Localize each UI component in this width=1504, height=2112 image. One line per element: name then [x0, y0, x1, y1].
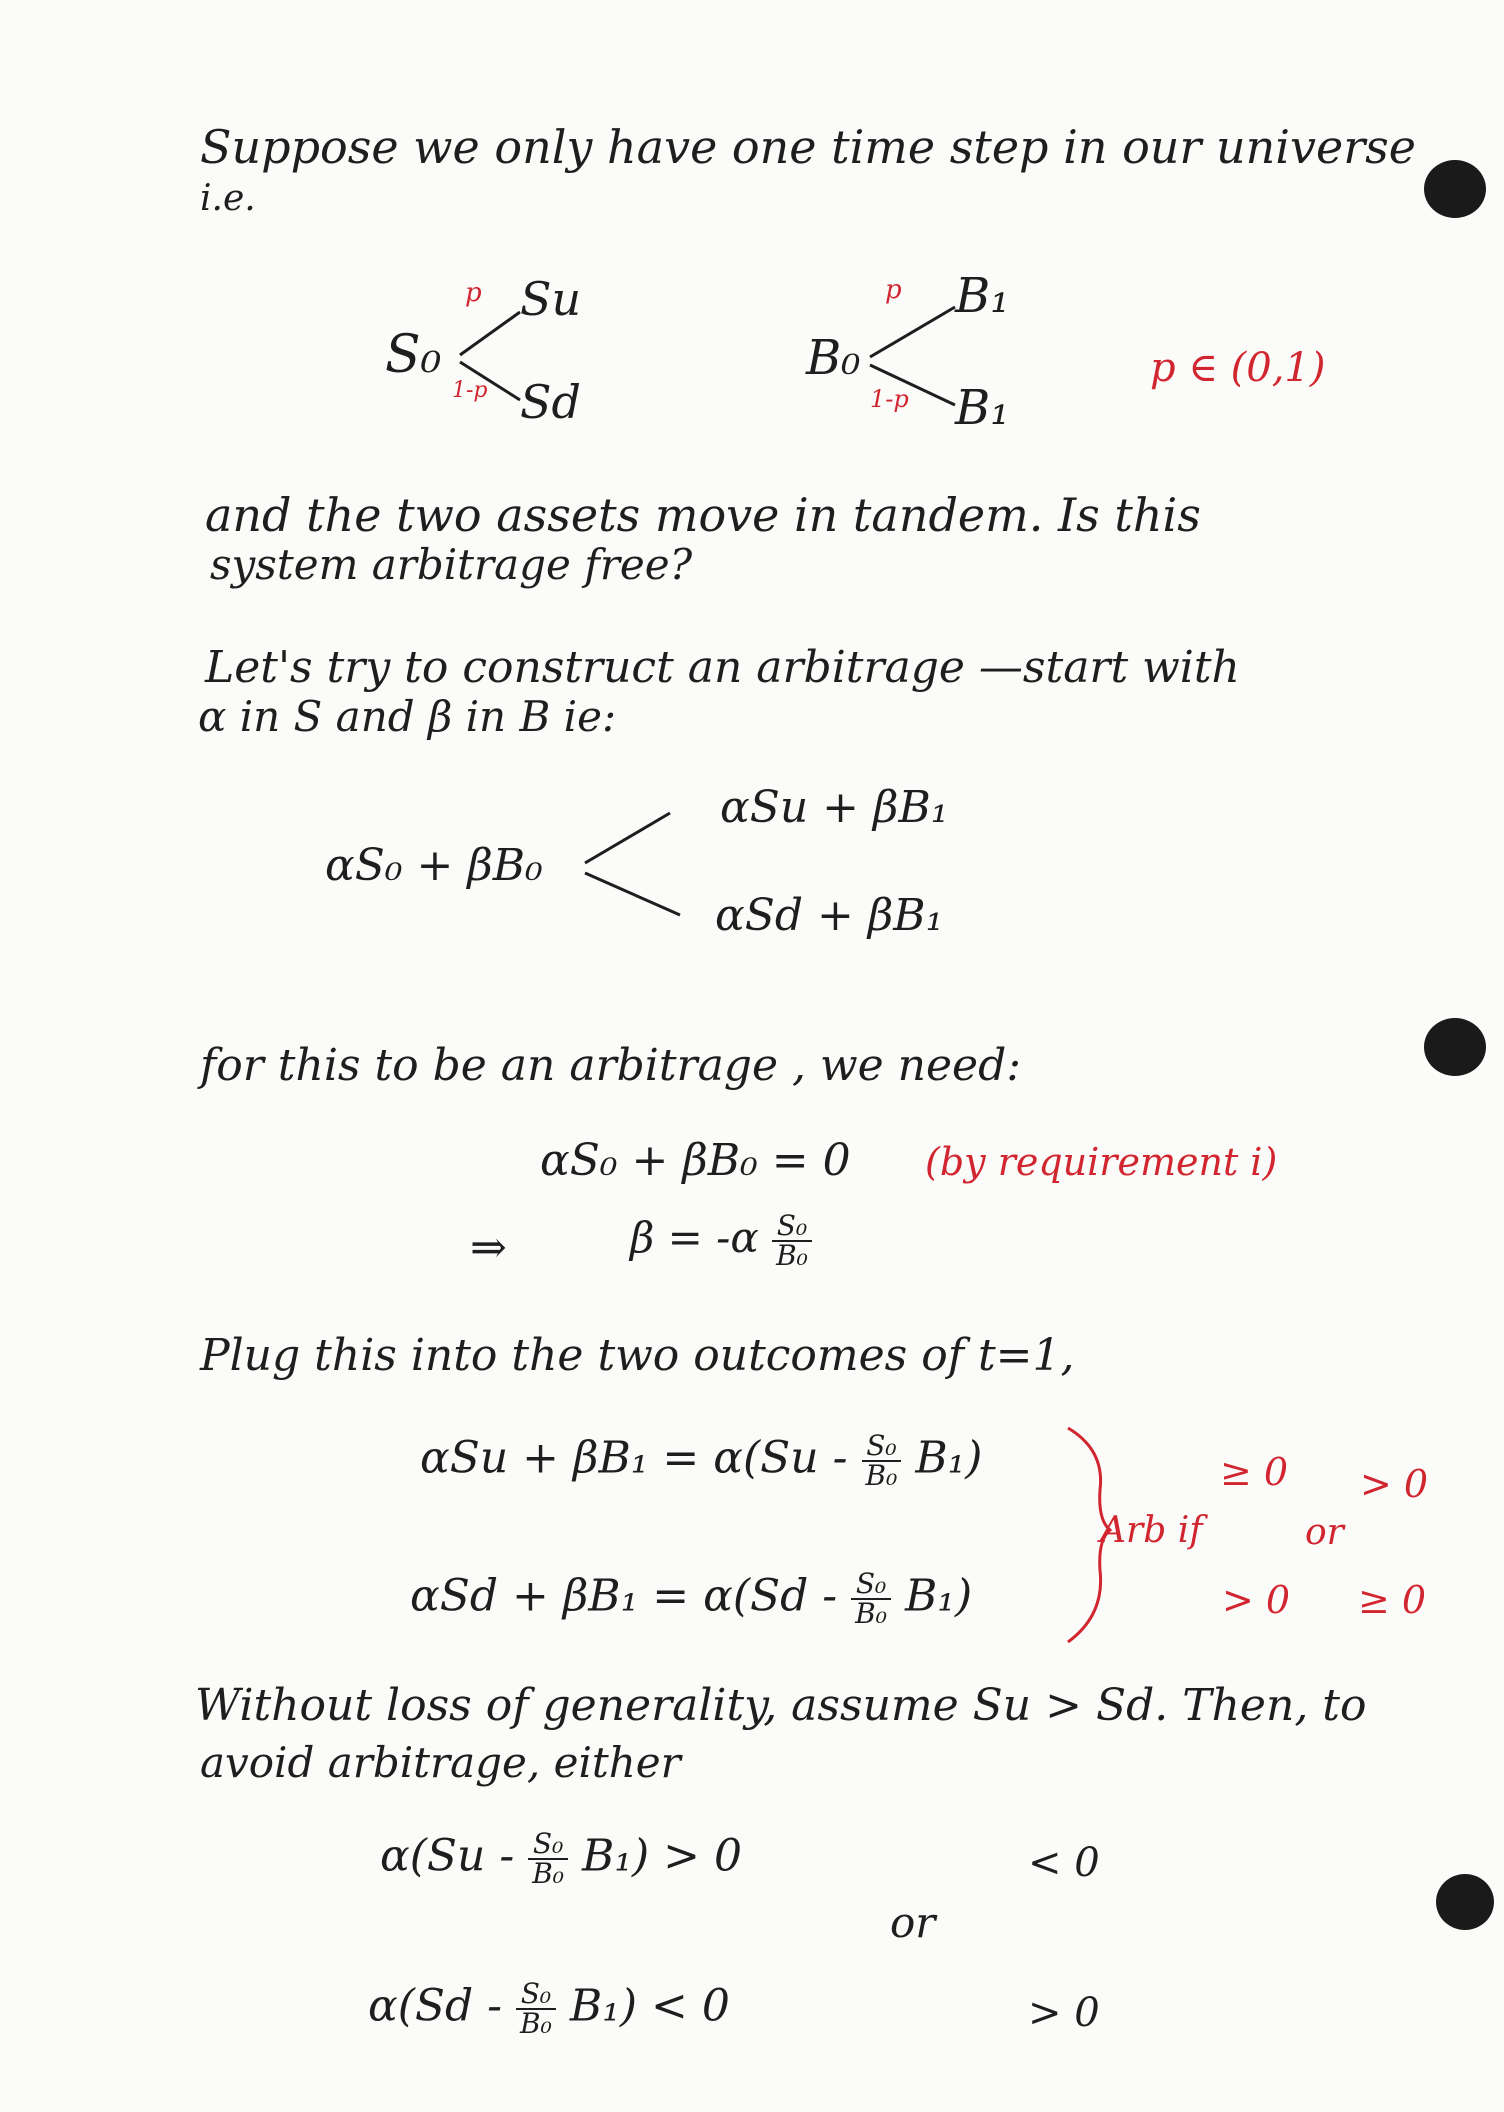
down-outcome-equation [410, 1567, 973, 1630]
bond-up: B₁ [955, 268, 1010, 324]
bond-root: B₀ [806, 330, 861, 386]
arb-down-a: > 0 [1222, 1578, 1291, 1622]
portfolio-root: αS₀ + βB₀ [325, 840, 543, 891]
cost-zero-equation: αS₀ + βB₀ = 0 [540, 1135, 851, 1186]
beta-fraction [772, 1209, 812, 1272]
need-line: for this to be an arbitrage , we need: [200, 1040, 1022, 1091]
p-range-note: p ∈ (0,1) [1150, 345, 1326, 391]
tandem-line-1: and the two assets move in tandem. Is this [205, 488, 1201, 542]
construct-line-1: Let's try to construct an arbitrage —start with [205, 642, 1240, 693]
requirement-note: (by requirement i) [925, 1140, 1278, 1184]
beta-fraction-den: B₀ [776, 1239, 808, 1272]
condition-2-lhs: α(Sd - [368, 1980, 503, 2032]
portfolio-tree-branches [575, 805, 695, 925]
intro-line-1: Suppose we only have one time step in our universe [200, 120, 1417, 174]
up-fraction-num: S₀ [862, 1432, 902, 1462]
down-fraction-num: S₀ [851, 1570, 891, 1600]
condition-2-alt: > 0 [1028, 1990, 1100, 2036]
stock-p-up: p [465, 278, 482, 308]
down-outcome-tail: B₁) [904, 1570, 973, 1622]
stock-down: Sd [520, 375, 581, 429]
wlog-line-1: Without loss of generality, assume Su > Sd. Then, to [195, 1680, 1367, 1731]
condition-1-alt: < 0 [1028, 1840, 1100, 1886]
binder-hole-top [1424, 160, 1486, 218]
down-outcome-fraction [851, 1567, 891, 1630]
condition-1 [380, 1827, 743, 1890]
condition-2 [368, 1977, 730, 2040]
bond-p-up: p [885, 275, 902, 305]
up-outcome-equation [420, 1429, 983, 1492]
down-outcome-lhs: αSd + βB₁ = α(Sd - [410, 1570, 838, 1622]
stock-up: Su [520, 272, 582, 326]
bond-down: B₁ [955, 380, 1010, 436]
tandem-line-2: system arbitrage free? [210, 540, 693, 589]
condition-2-den: B₀ [520, 2007, 552, 2040]
condition-2-fraction [516, 1977, 556, 2040]
construct-line-2: α in S and β in B ie: [198, 692, 617, 741]
up-outcome-fraction [862, 1429, 902, 1492]
condition-1-den: B₀ [532, 1857, 565, 1890]
binder-hole-bottom [1436, 1874, 1494, 1930]
condition-1-num: S₀ [528, 1830, 568, 1860]
binder-hole-middle [1424, 1018, 1486, 1076]
beta-fraction-num: S₀ [772, 1212, 812, 1242]
stock-p-down: 1-p [452, 378, 488, 403]
down-fraction-den: B₀ [855, 1597, 887, 1630]
condition-2-tail: B₁) < 0 [569, 1980, 730, 2032]
intro-line-2: i.e. [200, 178, 256, 219]
condition-2-num: S₀ [516, 1980, 556, 2010]
condition-1-lhs: α(Su - [380, 1830, 515, 1882]
arb-label: Arb if [1100, 1510, 1203, 1551]
portfolio-up: αSu + βB₁ [720, 782, 949, 833]
arb-or: or [1305, 1512, 1344, 1553]
implies-arrow: ⇒ [470, 1222, 507, 1273]
condition-1-fraction [528, 1827, 568, 1890]
up-outcome-lhs: αSu + βB₁ = α(Su - [420, 1432, 848, 1484]
arb-down-b: ≥ 0 [1358, 1578, 1427, 1622]
plug-line: Plug this into the two outcomes of t=1, [200, 1330, 1075, 1381]
condition-1-tail: B₁) > 0 [582, 1830, 743, 1882]
portfolio-down: αSd + βB₁ [715, 890, 944, 941]
up-fraction-den: B₀ [865, 1459, 898, 1492]
wlog-line-2: avoid arbitrage, either [200, 1738, 681, 1787]
up-outcome-tail: B₁) [915, 1432, 983, 1484]
arb-up-b: > 0 [1360, 1462, 1429, 1506]
bond-p-down: 1-p [870, 385, 909, 413]
conditions-or: or [890, 1898, 936, 1947]
beta-equation [630, 1209, 812, 1272]
beta-lhs: β = -α [630, 1213, 759, 1262]
arb-up-a: ≥ 0 [1220, 1450, 1289, 1494]
stock-root: S₀ [385, 325, 442, 385]
